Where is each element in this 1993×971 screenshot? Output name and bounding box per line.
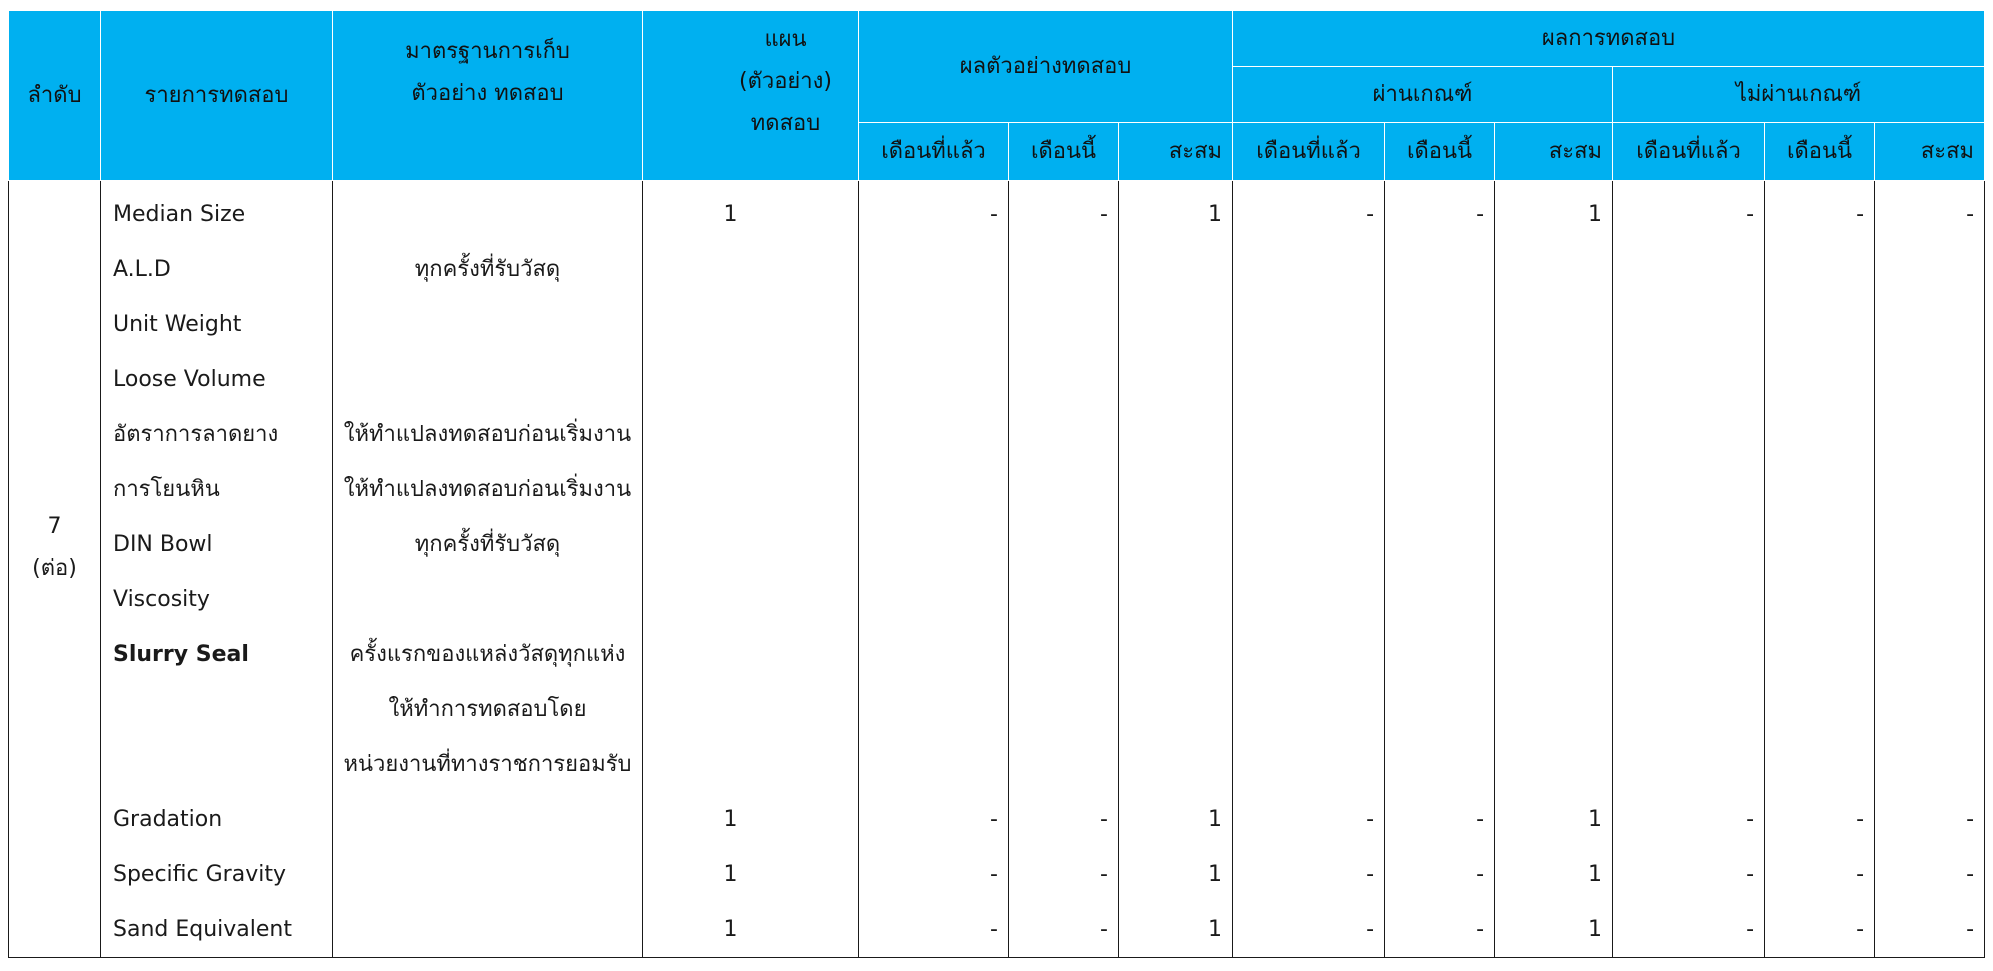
result-cell-p-cum — [1495, 572, 1613, 627]
result-cell-p-this: - — [1385, 902, 1495, 958]
result-cell-s-this: - — [1009, 902, 1119, 958]
table-row — [9, 407, 1985, 462]
test-item-name: Sand Equivalent — [101, 902, 333, 958]
header-pass-cumulative: สะสม — [1495, 123, 1613, 181]
result-cell-s-this: - — [1009, 847, 1119, 902]
sampling-standard — [333, 902, 643, 958]
test-item-name: Unit Weight — [101, 297, 333, 352]
result-cell-p-this — [1385, 352, 1495, 407]
result-cell-s-this — [1009, 462, 1119, 517]
result-cell-f-cum — [1875, 297, 1985, 352]
result-cell-s-last — [859, 572, 1009, 627]
plan-count — [643, 297, 859, 352]
test-item-name: A.L.D — [101, 242, 333, 297]
result-cell-s-this — [1009, 572, 1119, 627]
test-item-name: Median Size — [101, 181, 333, 243]
result-cell-s-this — [1009, 407, 1119, 462]
table-row — [9, 572, 1985, 627]
result-cell-p-last — [1233, 242, 1385, 297]
result-cell-p-this — [1385, 737, 1495, 792]
plan-count — [643, 242, 859, 297]
result-cell-s-cum — [1119, 682, 1233, 737]
result-cell-p-last — [1233, 352, 1385, 407]
plan-count — [643, 407, 859, 462]
result-cell-f-cum: - — [1875, 181, 1985, 243]
seq-number: 7 — [47, 514, 62, 539]
plan-count — [643, 627, 859, 682]
result-cell-s-cum — [1119, 572, 1233, 627]
result-cell-p-this — [1385, 627, 1495, 682]
plan-count — [643, 682, 859, 737]
test-results-table — [8, 10, 1985, 958]
result-cell-p-cum — [1495, 517, 1613, 572]
result-cell-f-last: - — [1613, 902, 1765, 958]
header-fail: ไม่ผ่านเกณฑ์ — [1613, 67, 1985, 123]
result-cell-p-cum — [1495, 682, 1613, 737]
result-cell-f-cum: - — [1875, 902, 1985, 958]
sampling-standard: หน่วยงานที่ทางราชการยอมรับ — [333, 737, 643, 792]
test-item-name: Gradation — [101, 792, 333, 847]
table-row — [9, 682, 1985, 737]
result-cell-p-this — [1385, 572, 1495, 627]
result-cell-s-cum: 1 — [1119, 847, 1233, 902]
result-cell-f-cum — [1875, 682, 1985, 737]
table-row — [9, 517, 1985, 572]
result-cell-s-this — [1009, 517, 1119, 572]
result-cell-s-last — [859, 682, 1009, 737]
result-cell-s-this: - — [1009, 181, 1119, 243]
result-cell-s-last — [859, 737, 1009, 792]
result-cell-f-cum — [1875, 352, 1985, 407]
result-cell-f-last — [1613, 572, 1765, 627]
result-cell-s-cum — [1119, 627, 1233, 682]
result-cell-s-cum — [1119, 462, 1233, 517]
header-plan: แผน (ตัวอย่าง) ทดสอบ — [643, 11, 859, 181]
plan-count — [643, 462, 859, 517]
result-cell-s-last — [859, 297, 1009, 352]
table-row — [9, 847, 1985, 902]
result-cell-s-last — [859, 407, 1009, 462]
result-cell-f-cum — [1875, 242, 1985, 297]
table-header — [9, 11, 1985, 181]
result-cell-f-this: - — [1765, 181, 1875, 243]
result-cell-f-this — [1765, 352, 1875, 407]
result-cell-f-cum — [1875, 462, 1985, 517]
result-cell-f-this — [1765, 462, 1875, 517]
test-item-name: อัตราการลาดยาง — [101, 407, 333, 462]
sampling-standard — [333, 792, 643, 847]
test-item-name: การโยนหิน — [101, 462, 333, 517]
result-cell-p-last: - — [1233, 902, 1385, 958]
test-item-name — [101, 682, 333, 737]
result-cell-s-cum: 1 — [1119, 181, 1233, 243]
header-fail-this-month: เดือนนี้ — [1765, 123, 1875, 181]
result-cell-s-this — [1009, 297, 1119, 352]
result-cell-p-last — [1233, 407, 1385, 462]
result-cell-f-last — [1613, 297, 1765, 352]
result-cell-f-this — [1765, 627, 1875, 682]
result-cell-s-cum: 1 — [1119, 902, 1233, 958]
result-cell-p-cum: 1 — [1495, 847, 1613, 902]
result-cell-p-last: - — [1233, 792, 1385, 847]
header-pass-this-month: เดือนนี้ — [1385, 123, 1495, 181]
result-cell-f-cum — [1875, 517, 1985, 572]
table-row — [9, 242, 1985, 297]
result-cell-p-last — [1233, 737, 1385, 792]
result-cell-s-this — [1009, 627, 1119, 682]
result-cell-f-cum — [1875, 737, 1985, 792]
result-cell-s-this — [1009, 737, 1119, 792]
result-cell-s-this — [1009, 242, 1119, 297]
result-cell-s-cum — [1119, 352, 1233, 407]
result-cell-s-cum: 1 — [1119, 792, 1233, 847]
sampling-standard — [333, 352, 643, 407]
result-cell-f-last — [1613, 352, 1765, 407]
plan-count — [643, 572, 859, 627]
sampling-standard — [333, 297, 643, 352]
result-cell-p-this — [1385, 682, 1495, 737]
result-cell-p-this: - — [1385, 847, 1495, 902]
result-cell-s-cum — [1119, 297, 1233, 352]
table-row — [9, 792, 1985, 847]
result-cell-s-last — [859, 517, 1009, 572]
result-cell-p-this: - — [1385, 792, 1495, 847]
plan-count — [643, 737, 859, 792]
result-cell-p-cum — [1495, 242, 1613, 297]
result-cell-p-this — [1385, 407, 1495, 462]
result-cell-f-this — [1765, 407, 1875, 462]
result-cell-f-last — [1613, 517, 1765, 572]
result-cell-f-cum — [1875, 627, 1985, 682]
result-cell-s-last: - — [859, 847, 1009, 902]
result-cell-s-last — [859, 462, 1009, 517]
result-cell-p-cum: 1 — [1495, 181, 1613, 243]
sampling-standard: ให้ทำแปลงทดสอบก่อนเริ่มงาน — [333, 407, 643, 462]
sampling-standard: ให้ทำการทดสอบโดย — [333, 682, 643, 737]
plan-count: 1 — [643, 902, 859, 958]
table-row — [9, 181, 1985, 243]
result-cell-f-this — [1765, 682, 1875, 737]
table-row — [9, 297, 1985, 352]
result-cell-p-cum: 1 — [1495, 792, 1613, 847]
result-cell-p-this — [1385, 517, 1495, 572]
result-cell-f-last: - — [1613, 792, 1765, 847]
result-cell-s-last — [859, 242, 1009, 297]
header-standard: มาตรฐานการเก็บตัวอย่าง ทดสอบ — [333, 11, 643, 181]
header-fail-last-month: เดือนที่แล้ว — [1613, 123, 1765, 181]
header-pass: ผ่านเกณฑ์ — [1233, 67, 1613, 123]
plan-count: 1 — [643, 792, 859, 847]
table-row — [9, 737, 1985, 792]
sampling-standard — [333, 572, 643, 627]
result-cell-f-last — [1613, 737, 1765, 792]
result-cell-p-last — [1233, 682, 1385, 737]
result-cell-f-last — [1613, 627, 1765, 682]
header-fail-cumulative: สะสม — [1875, 123, 1985, 181]
header-results: ผลการทดสอบ — [1233, 11, 1985, 67]
table-body — [9, 181, 1985, 958]
plan-count — [643, 352, 859, 407]
sampling-standard: ครั้งแรกของแหล่งวัสดุทุกแห่ง — [333, 627, 643, 682]
result-cell-f-last: - — [1613, 181, 1765, 243]
result-cell-p-cum — [1495, 352, 1613, 407]
plan-count: 1 — [643, 847, 859, 902]
result-cell-p-last — [1233, 462, 1385, 517]
result-cell-f-cum: - — [1875, 847, 1985, 902]
plan-count — [643, 517, 859, 572]
header-seq: ลำดับ — [9, 11, 101, 181]
result-cell-s-this — [1009, 682, 1119, 737]
result-cell-f-this — [1765, 242, 1875, 297]
sampling-standard: ทุกครั้งที่รับวัสดุ — [333, 517, 643, 572]
header-item: รายการทดสอบ — [101, 11, 333, 181]
result-cell-p-cum: 1 — [1495, 902, 1613, 958]
result-cell-p-last — [1233, 297, 1385, 352]
result-cell-p-this — [1385, 462, 1495, 517]
result-cell-p-cum — [1495, 737, 1613, 792]
test-item-name: Viscosity — [101, 572, 333, 627]
result-cell-s-last: - — [859, 902, 1009, 958]
result-cell-f-last — [1613, 462, 1765, 517]
sampling-standard: ให้ทำแปลงทดสอบก่อนเริ่มงาน — [333, 462, 643, 517]
result-cell-f-last: - — [1613, 847, 1765, 902]
sampling-standard: ทุกครั้งที่รับวัสดุ — [333, 242, 643, 297]
result-cell-f-last — [1613, 407, 1765, 462]
result-cell-s-last — [859, 627, 1009, 682]
result-cell-f-this: - — [1765, 792, 1875, 847]
result-cell-p-this — [1385, 242, 1495, 297]
result-cell-p-last — [1233, 627, 1385, 682]
sampling-standard — [333, 181, 643, 243]
test-item-name — [101, 737, 333, 792]
result-cell-s-last: - — [859, 181, 1009, 243]
result-cell-p-last: - — [1233, 181, 1385, 243]
table-row — [9, 352, 1985, 407]
result-cell-f-last — [1613, 242, 1765, 297]
result-cell-f-this: - — [1765, 847, 1875, 902]
table-row — [9, 902, 1985, 958]
header-samples-last-month: เดือนที่แล้ว — [859, 123, 1009, 181]
sampling-standard — [333, 847, 643, 902]
header-pass-last-month: เดือนที่แล้ว — [1233, 123, 1385, 181]
table-row — [9, 462, 1985, 517]
result-cell-f-cum: - — [1875, 792, 1985, 847]
result-cell-s-cum — [1119, 517, 1233, 572]
result-cell-p-last: - — [1233, 847, 1385, 902]
result-cell-p-cum — [1495, 627, 1613, 682]
result-cell-s-this: - — [1009, 792, 1119, 847]
result-cell-f-last — [1613, 682, 1765, 737]
result-cell-p-last — [1233, 572, 1385, 627]
seq-note: (ต่อ) — [32, 556, 77, 581]
result-cell-f-this: - — [1765, 902, 1875, 958]
result-cell-p-this: - — [1385, 181, 1495, 243]
result-cell-s-this — [1009, 352, 1119, 407]
plan-count: 1 — [643, 181, 859, 243]
result-cell-s-last: - — [859, 792, 1009, 847]
header-samples-this-month: เดือนนี้ — [1009, 123, 1119, 181]
result-cell-s-cum — [1119, 407, 1233, 462]
table-row — [9, 627, 1985, 682]
test-results-table-wrapper — [8, 10, 1984, 958]
result-cell-f-this — [1765, 297, 1875, 352]
result-cell-p-cum — [1495, 462, 1613, 517]
result-cell-s-cum — [1119, 737, 1233, 792]
result-cell-f-cum — [1875, 407, 1985, 462]
test-item-name: Slurry Seal — [101, 627, 333, 682]
result-cell-s-last — [859, 352, 1009, 407]
test-item-name: DIN Bowl — [101, 517, 333, 572]
result-cell-f-this — [1765, 572, 1875, 627]
seq-cell — [9, 181, 101, 958]
test-item-name: Specific Gravity — [101, 847, 333, 902]
result-cell-p-last — [1233, 517, 1385, 572]
test-item-name: Loose Volume — [101, 352, 333, 407]
result-cell-p-cum — [1495, 297, 1613, 352]
header-samples-cumulative: สะสม — [1119, 123, 1233, 181]
result-cell-s-cum — [1119, 242, 1233, 297]
result-cell-f-cum — [1875, 572, 1985, 627]
result-cell-f-this — [1765, 517, 1875, 572]
result-cell-p-cum — [1495, 407, 1613, 462]
header-samples: ผลตัวอย่างทดสอบ — [859, 11, 1233, 123]
result-cell-f-this — [1765, 737, 1875, 792]
result-cell-p-this — [1385, 297, 1495, 352]
